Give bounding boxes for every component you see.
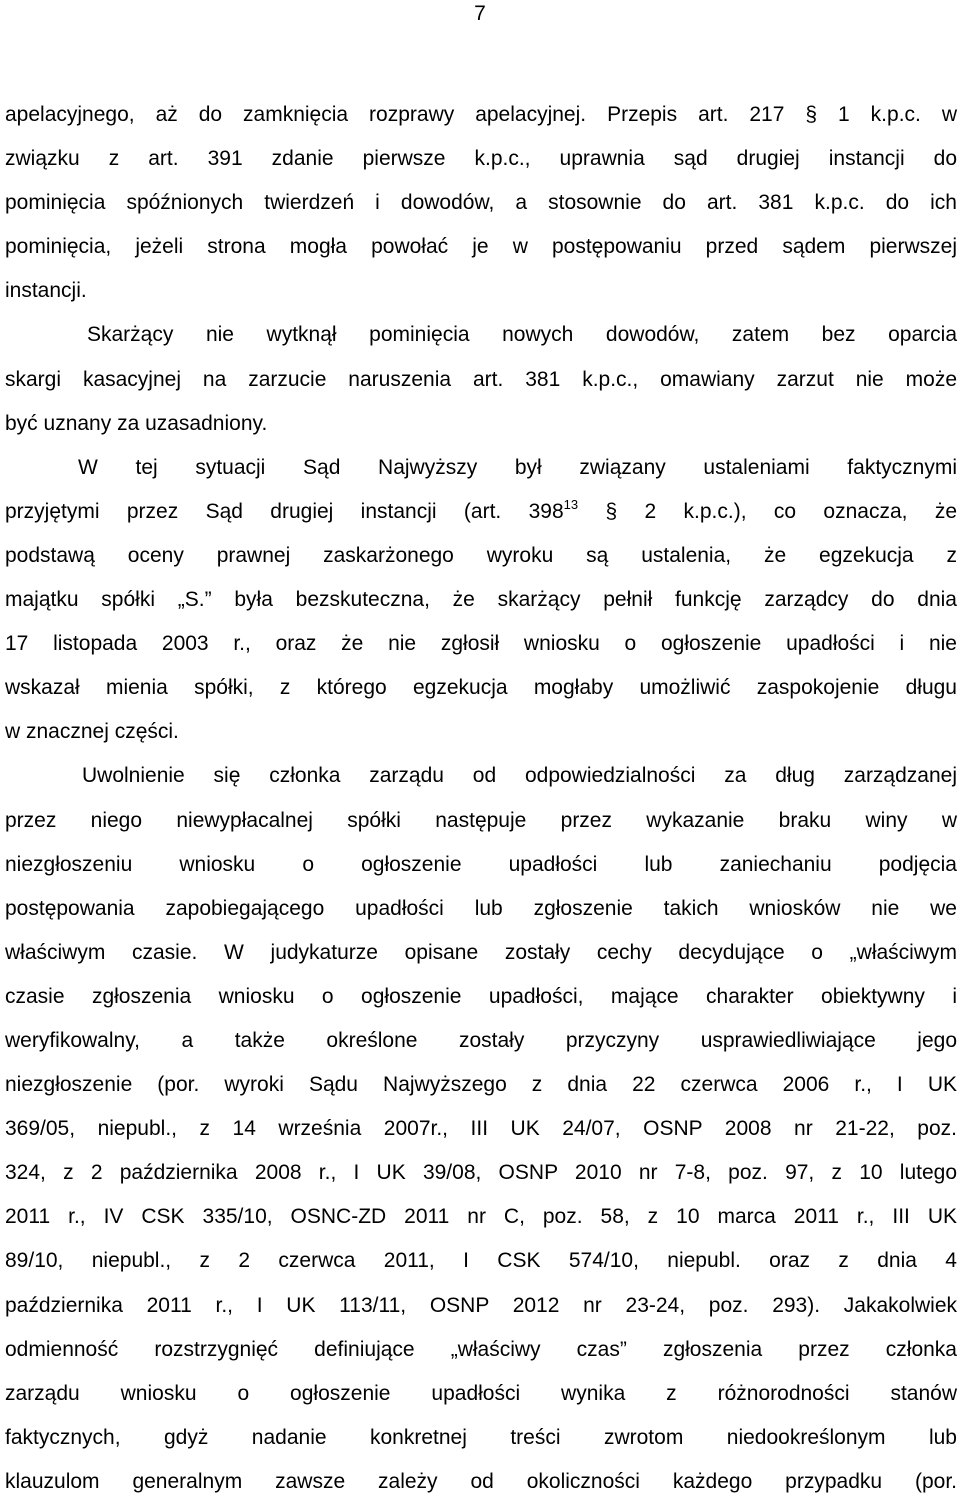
text-line: związku z art. 391 zdanie pierwsze k.p.c., uprawnia sąd drugiej instancji do	[5, 147, 957, 171]
text-line: wskazał mienia spółki, z którego egzekucja mogłaby umożliwić zaspokojenie długu	[5, 676, 957, 700]
text-line: pominięcia, jeżeli strona mogła powołać je w postępowaniu przed sądem pierwszej	[5, 235, 957, 259]
text-line: Skarżący nie wytknął pominięcia nowych dowodów, zatem bez oparcia	[87, 323, 957, 347]
text-line: 324, z 2 października 2008 r., I UK 39/08, OSNP 2010 nr 7-8, poz. 97, z 10 lutego	[5, 1161, 957, 1185]
text-line: przez niego niewypłacalnej spółki następuje przez wykazanie braku winy w	[5, 808, 957, 832]
text-line: podstawą oceny prawnej zaskarżonego wyroku są ustalenia, że egzekucja z	[5, 543, 957, 567]
text-line: zarządu wniosku o ogłoszenie upadłości wynika z różnorodności stanów	[5, 1381, 957, 1405]
text-line: odmienność rozstrzygnięć definiujące „właściwy czas” zgłoszenia przez członka	[5, 1337, 957, 1361]
text-line: w znacznej części.	[5, 720, 179, 744]
text-line: pominięcia spóźnionych twierdzeń i dowodów, a stosownie do art. 381 k.p.c. do ich	[5, 191, 957, 215]
text-line: niezgłoszeniu wniosku o ogłoszenie upadłości lub zaniechaniu podjęcia	[5, 852, 957, 876]
text-line: niezgłoszenie (por. wyroki Sądu Najwyższego z dnia 22 czerwca 2006 r., I UK	[5, 1073, 957, 1097]
text-line: W tej sytuacji Sąd Najwyższy był związany ustaleniami faktycznymi	[78, 455, 957, 479]
text-line: apelacyjnego, aż do zamknięcia rozprawy apelacyjnej. Przepis art. 217 § 1 k.p.c. w	[5, 103, 957, 126]
text-line: 89/10, niepubl., z 2 czerwca 2011, I CSK 574/10, niepubl. oraz z dnia 4	[5, 1249, 957, 1273]
paragraph-3	[5, 446, 957, 755]
text-line: 369/05, niepubl., z 14 września 2007r., III UK 24/07, OSNP 2008 nr 21-22, poz.	[5, 1117, 957, 1141]
text-line: skargi kasacyjnej na zarzucie naruszenia art. 381 k.p.c., omawiany zarzut nie może	[5, 367, 957, 391]
text-fragment: § 2 k.p.c.), co oznacza, że	[605, 499, 957, 523]
text-line: właściwym czasie. W judykaturze opisane zostały cechy decydujące o „właściwym	[5, 940, 957, 964]
page-number: 7	[474, 2, 486, 25]
text-line: Uwolnienie się członka zarządu od odpowiedzialności za dług zarządzanej	[82, 764, 957, 788]
text-line: instancji.	[5, 279, 87, 303]
text-line: majątku spółki „S.” była bezskuteczna, że skarżący pełnił funkcję zarządcy do dnia	[5, 588, 957, 612]
text-line: klauzulom generalnym zawsze zależy od okoliczności każdego przypadku (por.	[5, 1469, 957, 1493]
text-line: października 2011 r., I UK 113/11, OSNP 2012 nr 23-24, poz. 293). Jakakolwiek	[5, 1293, 957, 1317]
document-body	[5, 93, 957, 1504]
paragraph-1	[5, 93, 957, 313]
text-line: faktycznych, gdyż nadanie konkretnej treści zwrotom niedookreślonym lub	[5, 1425, 957, 1449]
text-line-with-superscript	[5, 490, 957, 534]
text-line: 17 listopada 2003 r., oraz że nie zgłosił wniosku o ogłoszenie upadłości i nie	[5, 632, 957, 656]
text-line: 2011 r., IV CSK 335/10, OSNC-ZD 2011 nr C, poz. 58, z 10 marca 2011 r., III UK	[5, 1205, 957, 1229]
text-line: weryfikowalny, a także określone zostały przyczyny usprawiedliwiające jego	[5, 1028, 957, 1052]
text-fragment: przyjętymi przez Sąd drugiej instancji (art. 398	[5, 499, 564, 523]
text-line: postępowania zapobiegającego upadłości lub zgłoszenie takich wniosków nie we	[5, 896, 957, 920]
text-line: być uznany za uzasadniony.	[5, 411, 268, 435]
paragraph-4	[5, 754, 957, 1504]
text-line: czasie zgłoszenia wniosku o ogłoszenie upadłości, mające charakter obiektywny i	[5, 984, 957, 1008]
superscript: 13	[563, 496, 579, 512]
paragraph-2	[5, 313, 957, 445]
